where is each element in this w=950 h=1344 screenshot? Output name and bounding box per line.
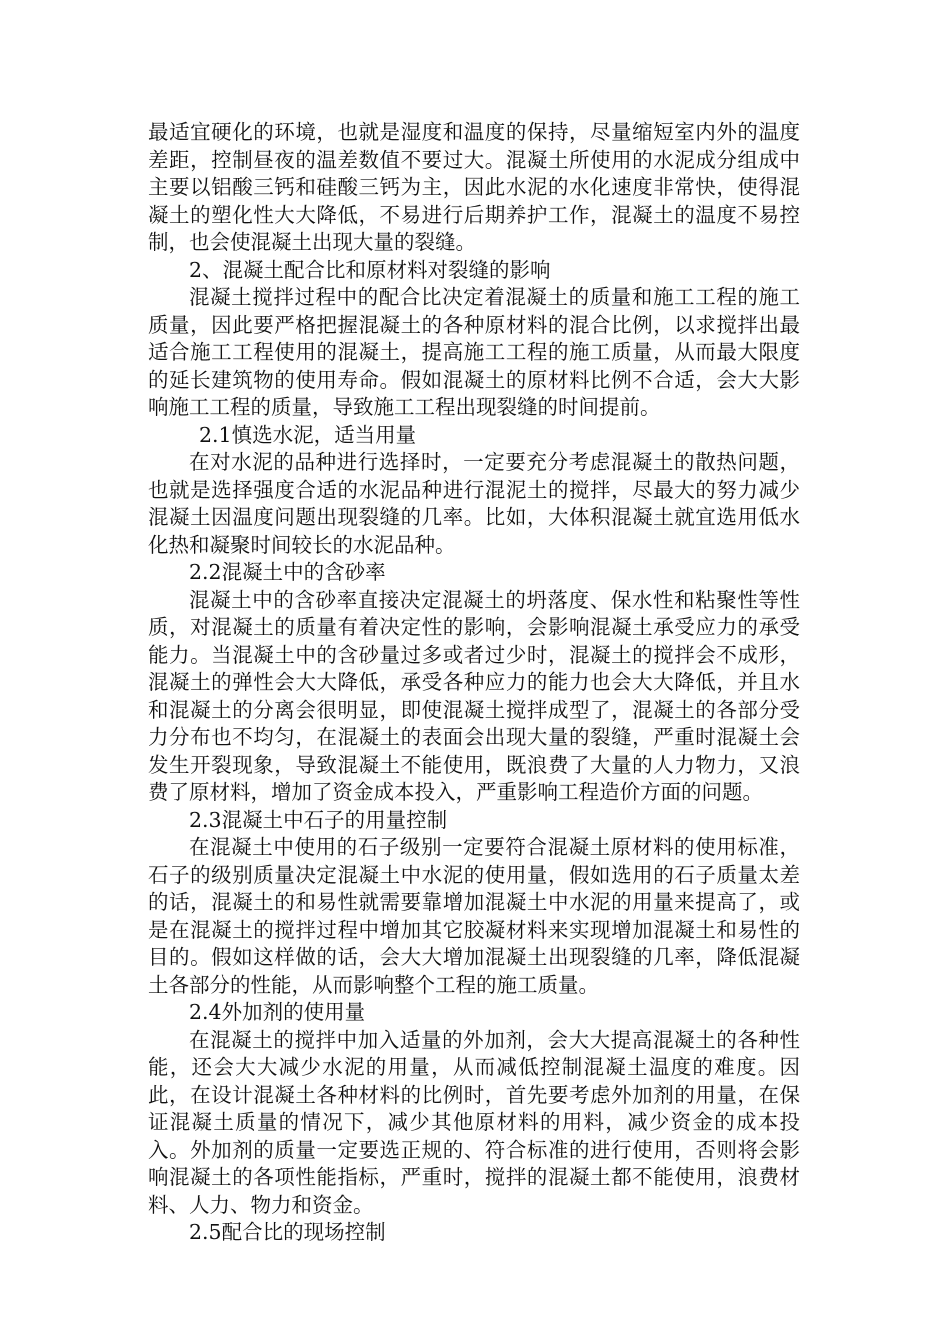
section-heading-2: 2、混凝土配合比和原材料对裂缝的影响 bbox=[189, 257, 551, 282]
subsection-heading-2-4: 2.4外加剂的使用量 bbox=[189, 1000, 366, 1024]
subsection-heading-2-5: 2.5配合比的现场控制 bbox=[189, 1220, 386, 1244]
subsection-heading-2-1: 2.1慎选水泥，适当用量 bbox=[199, 422, 417, 447]
paragraph-continued: 最适宜硬化的环境，也就是湿度和温度的保持，尽量缩短室内外的温度差距，控制昼夜的温差数值不要过大。混凝土所使用的水泥成分组成中主要以铝酸三钙和硅酸三钙为主，因此水泥的水化速度非常快，使得混凝土的塑化性大大降低，不易进行后期养护工作，混凝土的温度不易控制，也会使混凝土出现大量的裂缝。 bbox=[148, 120, 800, 254]
paragraph: 在对水泥的品种进行选择时，一定要充分考虑混凝土的散热问题，也就是选择强度合适的水泥品种进行混泥土的搅拌，尽最大的努力减少混凝土因温度问题出现裂缝的几率。比如，大体积混凝土就宜选用低水化热和凝聚时间较长的水泥品种。 bbox=[148, 450, 800, 557]
paragraph: 在混凝土的搅拌中加入适量的外加剂，会大大提高混凝土的各种性能，还会大大减少水泥的用量，从而减低控制混凝土温度的难度。因此，在设计混凝土各种材料的比例时，首先要考虑外加剂的用量，在保证混凝土质量的情况下，减少其他原材料的用料，减少资金的成本投入。外加剂的质量一定要选正规的、符合标准的进行使用，否则将会影响混凝土的各项性能指标，严重时，搅拌的混凝土都不能使用，浪费材料、人力、物力和资金。 bbox=[148, 1027, 800, 1217]
paragraph: 混凝土中的含砂率直接决定混凝土的坍落度、保水性和粘聚性等性质，对混凝土的质量有着决定性的影响，会影响混凝土承受应力的承受能力。当混凝土中的含砂量过多或者过少时，混凝土的搅拌会不成形，混凝土的弹性会大大降低，承受各种应力的能力也会大大降低，并且水和混凝土的分离会很明显，即使混凝土搅拌成型了，混凝土的各部分受力分布也不均匀，在混凝土的表面会出现大量的裂缝，严重时混凝土会发生开裂现象，导致混凝土不能使用，既浪费了大量的人力物力，又浪费了原材料，增加了资金成本投入，严重影响工程造价方面的问题。 bbox=[148, 587, 800, 804]
paragraph: 混凝土搅拌过程中的配合比决定着混凝土的质量和施工工程的施工质量，因此要严格把握混凝土的各种原材料的混合比例，以求搅拌出最适合施工工程使用的混凝土，提高施工工程的施工质量，从而最大限度的延长建筑物的使用寿命。假如混凝土的原材料比例不合适，会大大影响施工工程的质量，导致施工工程出现裂缝的时间提前。 bbox=[148, 285, 800, 419]
subsection-heading-2-3: 2.3混凝土中石子的用量控制 bbox=[189, 807, 448, 832]
subsection-heading-2-2: 2.2混凝土中的含砂率 bbox=[189, 560, 386, 584]
paragraph: 在混凝土中使用的石子级别一定要符合混凝土原材料的使用标准，石子的级别质量决定混凝土中水泥的使用量，假如选用的石子质量太差的话，混凝土的和易性就需要靠增加混凝土中水泥的用量来提高了，或是在混凝土的搅拌过程中增加其它胶凝材料来实现增加混凝土和易性的目的。假如这样做的话，会大大增加混凝土出现裂缝的几率，降低混凝土各部分的性能，从而影响整个工程的施工质量。 bbox=[148, 835, 800, 997]
document-page bbox=[148, 119, 800, 1247]
